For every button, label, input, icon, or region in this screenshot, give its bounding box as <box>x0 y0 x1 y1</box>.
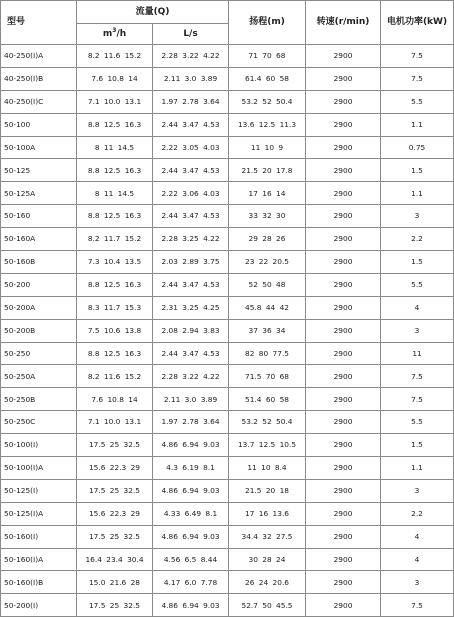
head-cell: 33 32 30 <box>229 205 306 228</box>
speed-cell: 2900 <box>306 319 381 342</box>
model-cell: 50-160 <box>1 205 77 228</box>
power-cell: 4 <box>381 296 454 319</box>
flow-m3h-cell: 8.2 11.6 15.2 <box>77 45 153 68</box>
power-cell: 1.5 <box>381 251 454 274</box>
power-cell: 4 <box>381 548 454 571</box>
flow-m3h-cell: 17.5 25 32.5 <box>77 594 153 617</box>
flow-m3h-cell: 8.8 12.5 16.3 <box>77 113 153 136</box>
header-flow-m3h <box>77 24 153 45</box>
speed-cell: 2900 <box>306 90 381 113</box>
flow-m3h-cell: 8.8 12.5 16.3 <box>77 159 153 182</box>
model-cell: 50-160B <box>1 251 77 274</box>
flow-m3h-cell: 8 11 14.5 <box>77 136 153 159</box>
power-cell: 3 <box>381 319 454 342</box>
head-cell: 17 16 14 <box>229 182 306 205</box>
table-row <box>1 113 454 136</box>
speed-cell: 2900 <box>306 342 381 365</box>
table-row <box>1 251 454 274</box>
flow-m3h-cell: 8.2 11.7 15.2 <box>77 228 153 251</box>
head-cell: 13.7 12.5 10.5 <box>229 434 306 457</box>
flow-ls-cell: 2.28 3.25 4.22 <box>153 228 229 251</box>
power-cell: 1.5 <box>381 159 454 182</box>
model-cell: 50-160(I)B <box>1 571 77 594</box>
power-cell: 1.1 <box>381 113 454 136</box>
flow-m3h-cell: 8.3 11.7 15.3 <box>77 296 153 319</box>
header-model: 型号 <box>1 1 77 45</box>
flow-ls-cell: 2.22 3.05 4.03 <box>153 136 229 159</box>
table-row <box>1 594 454 617</box>
head-cell: 23 22 20.5 <box>229 251 306 274</box>
power-cell: 5.5 <box>381 90 454 113</box>
head-cell: 53.2 52 50.4 <box>229 90 306 113</box>
header-speed: 转速(r/min) <box>306 1 381 45</box>
table-row <box>1 479 454 502</box>
flow-m3h-cell: 8.8 12.5 16.3 <box>77 273 153 296</box>
speed-cell: 2900 <box>306 296 381 319</box>
flow-ls-cell: 4.56 6.5 8.44 <box>153 548 229 571</box>
model-cell: 50-100(I) <box>1 434 77 457</box>
flow-ls-cell: 2.03 2.89 3.75 <box>153 251 229 274</box>
model-cell: 50-250A <box>1 365 77 388</box>
power-cell: 5.5 <box>381 273 454 296</box>
power-cell: 11 <box>381 342 454 365</box>
flow-ls-cell: 4.86 6.94 9.03 <box>153 525 229 548</box>
flow-ls-cell: 4.86 6.94 9.03 <box>153 594 229 617</box>
table-row <box>1 434 454 457</box>
head-cell: 21.5 20 18 <box>229 479 306 502</box>
head-cell: 26 24 20.6 <box>229 571 306 594</box>
flow-m3h-cell: 7.1 10.0 13.1 <box>77 90 153 113</box>
table-body <box>1 45 454 617</box>
speed-cell: 2900 <box>306 365 381 388</box>
flow-m3h-cell: 8.2 11.6 15.2 <box>77 365 153 388</box>
speed-cell: 2900 <box>306 525 381 548</box>
table-row <box>1 205 454 228</box>
flow-ls-cell: 2.28 3.22 4.22 <box>153 365 229 388</box>
head-cell: 17 16 13.6 <box>229 502 306 525</box>
flow-ls-cell: 2.44 3.47 4.53 <box>153 205 229 228</box>
flow-ls-cell: 4.3 6.19 8.1 <box>153 457 229 480</box>
power-cell: 1.5 <box>381 434 454 457</box>
model-cell: 50-160(I) <box>1 525 77 548</box>
table-row <box>1 342 454 365</box>
flow-ls-cell: 2.08 2.94 3.83 <box>153 319 229 342</box>
speed-cell: 2900 <box>306 136 381 159</box>
head-cell: 37 36 34 <box>229 319 306 342</box>
head-cell: 30 28 24 <box>229 548 306 571</box>
flow-m3h-cell: 7.6 10.8 14 <box>77 388 153 411</box>
header-flow: 流量(Q) <box>77 1 229 24</box>
model-cell: 50-125A <box>1 182 77 205</box>
flow-m3h-cell: 7.3 10.4 13.5 <box>77 251 153 274</box>
model-cell: 50-125(I) <box>1 479 77 502</box>
head-cell: 11 10 9 <box>229 136 306 159</box>
speed-cell: 2900 <box>306 434 381 457</box>
flow-m3h-cell: 16.4 23.4 30.4 <box>77 548 153 571</box>
flow-ls-cell: 2.31 3.25 4.25 <box>153 296 229 319</box>
model-cell: 50-250 <box>1 342 77 365</box>
flow-ls-cell: 2.44 3.47 4.53 <box>153 159 229 182</box>
flow-m3h-cell: 8.8 12.5 16.3 <box>77 342 153 365</box>
head-cell: 71.5 70 68 <box>229 365 306 388</box>
speed-cell: 2900 <box>306 228 381 251</box>
speed-cell: 2900 <box>306 113 381 136</box>
model-cell: 50-100(I)A <box>1 457 77 480</box>
speed-cell: 2900 <box>306 251 381 274</box>
power-cell: 7.5 <box>381 365 454 388</box>
speed-cell: 2900 <box>306 548 381 571</box>
model-cell: 50-100 <box>1 113 77 136</box>
power-cell: 4 <box>381 525 454 548</box>
speed-cell: 2900 <box>306 67 381 90</box>
table-row <box>1 457 454 480</box>
power-cell: 1.1 <box>381 182 454 205</box>
model-cell: 50-160(I)A <box>1 548 77 571</box>
model-cell: 50-160A <box>1 228 77 251</box>
power-cell: 7.5 <box>381 45 454 68</box>
flow-ls-cell: 2.44 3.47 4.53 <box>153 273 229 296</box>
unit-sup: 3 <box>112 26 117 34</box>
head-cell: 82 80 77.5 <box>229 342 306 365</box>
power-cell: 0.75 <box>381 136 454 159</box>
head-cell: 51.4 60 58 <box>229 388 306 411</box>
flow-ls-cell: 2.28 3.22 4.22 <box>153 45 229 68</box>
head-cell: 34.4 32 27.5 <box>229 525 306 548</box>
power-cell: 7.5 <box>381 67 454 90</box>
flow-m3h-cell: 17.5 25 32.5 <box>77 434 153 457</box>
unit-m: m <box>102 28 113 39</box>
flow-m3h-cell: 7.5 10.6 13.8 <box>77 319 153 342</box>
table-row <box>1 502 454 525</box>
flow-m3h-cell: 7.1 10.0 13.1 <box>77 411 153 434</box>
flow-ls-cell: 1.97 2.78 3.64 <box>153 90 229 113</box>
speed-cell: 2900 <box>306 182 381 205</box>
unit-per-h: /h <box>116 28 127 39</box>
head-cell: 52 50 48 <box>229 273 306 296</box>
power-cell: 3 <box>381 571 454 594</box>
flow-m3h-cell: 15.6 22.3 29 <box>77 502 153 525</box>
model-cell: 40-250(I)C <box>1 90 77 113</box>
header-power: 电机功率(kW) <box>381 1 454 45</box>
flow-ls-cell: 4.86 6.94 9.03 <box>153 479 229 502</box>
model-cell: 40-250(I)B <box>1 67 77 90</box>
table-row <box>1 90 454 113</box>
flow-ls-cell: 1.97 2.78 3.64 <box>153 411 229 434</box>
power-cell: 2.2 <box>381 502 454 525</box>
flow-ls-cell: 4.86 6.94 9.03 <box>153 434 229 457</box>
header-head: 扬程(m) <box>229 1 306 45</box>
model-cell: 50-200(I) <box>1 594 77 617</box>
table-row <box>1 182 454 205</box>
table-row <box>1 411 454 434</box>
model-cell: 40-250(I)A <box>1 45 77 68</box>
flow-m3h-cell: 8 11 14.5 <box>77 182 153 205</box>
flow-m3h-cell: 15.6 22.3 29 <box>77 457 153 480</box>
power-cell: 3 <box>381 205 454 228</box>
head-cell: 21.5 20 17.8 <box>229 159 306 182</box>
model-cell: 50-125 <box>1 159 77 182</box>
power-cell: 7.5 <box>381 594 454 617</box>
table-row <box>1 571 454 594</box>
flow-ls-cell: 2.11 3.0 3.89 <box>153 388 229 411</box>
model-cell: 50-100A <box>1 136 77 159</box>
model-cell: 50-200B <box>1 319 77 342</box>
head-cell: 45.8 44 42 <box>229 296 306 319</box>
speed-cell: 2900 <box>306 388 381 411</box>
head-cell: 61.4 60 58 <box>229 67 306 90</box>
flow-ls-cell: 2.22 3.06 4.03 <box>153 182 229 205</box>
flow-ls-cell: 4.33 6.49 8.1 <box>153 502 229 525</box>
speed-cell: 2900 <box>306 45 381 68</box>
head-cell: 29 28 26 <box>229 228 306 251</box>
table-row <box>1 548 454 571</box>
table-row <box>1 388 454 411</box>
flow-ls-cell: 2.44 3.47 4.53 <box>153 342 229 365</box>
model-cell: 50-200A <box>1 296 77 319</box>
table-row <box>1 67 454 90</box>
power-cell: 1.1 <box>381 457 454 480</box>
speed-cell: 2900 <box>306 159 381 182</box>
model-cell: 50-200 <box>1 273 77 296</box>
power-cell: 3 <box>381 479 454 502</box>
flow-ls-cell: 2.11 3.0 3.89 <box>153 67 229 90</box>
head-cell: 71 70 68 <box>229 45 306 68</box>
flow-ls-cell: 2.44 3.47 4.53 <box>153 113 229 136</box>
model-cell: 50-250B <box>1 388 77 411</box>
speed-cell: 2900 <box>306 571 381 594</box>
speed-cell: 2900 <box>306 457 381 480</box>
table-row <box>1 273 454 296</box>
head-cell: 53.2 52 50.4 <box>229 411 306 434</box>
table-row <box>1 296 454 319</box>
table-row <box>1 365 454 388</box>
flow-ls-cell: 4.17 6.0 7.78 <box>153 571 229 594</box>
speed-cell: 2900 <box>306 273 381 296</box>
flow-m3h-cell: 15.0 21.6 28 <box>77 571 153 594</box>
head-cell: 11 10 8.4 <box>229 457 306 480</box>
table-row <box>1 45 454 68</box>
table-row <box>1 159 454 182</box>
table-row <box>1 228 454 251</box>
head-cell: 13.6 12.5 11.3 <box>229 113 306 136</box>
table-row <box>1 319 454 342</box>
speed-cell: 2900 <box>306 411 381 434</box>
table-row <box>1 525 454 548</box>
power-cell: 7.5 <box>381 388 454 411</box>
model-cell: 50-250C <box>1 411 77 434</box>
power-cell: 2.2 <box>381 228 454 251</box>
head-cell: 52.7 50 45.5 <box>229 594 306 617</box>
speed-cell: 2900 <box>306 502 381 525</box>
speed-cell: 2900 <box>306 479 381 502</box>
flow-m3h-cell: 17.5 25 32.5 <box>77 525 153 548</box>
flow-m3h-cell: 8.8 12.5 16.3 <box>77 205 153 228</box>
speed-cell: 2900 <box>306 594 381 617</box>
speed-cell: 2900 <box>306 205 381 228</box>
model-cell: 50-125(I)A <box>1 502 77 525</box>
power-cell: 5.5 <box>381 411 454 434</box>
table-row <box>1 136 454 159</box>
flow-m3h-cell: 17.5 25 32.5 <box>77 479 153 502</box>
header-flow-ls: L/s <box>153 24 229 45</box>
flow-m3h-cell: 7.6 10.8 14 <box>77 67 153 90</box>
